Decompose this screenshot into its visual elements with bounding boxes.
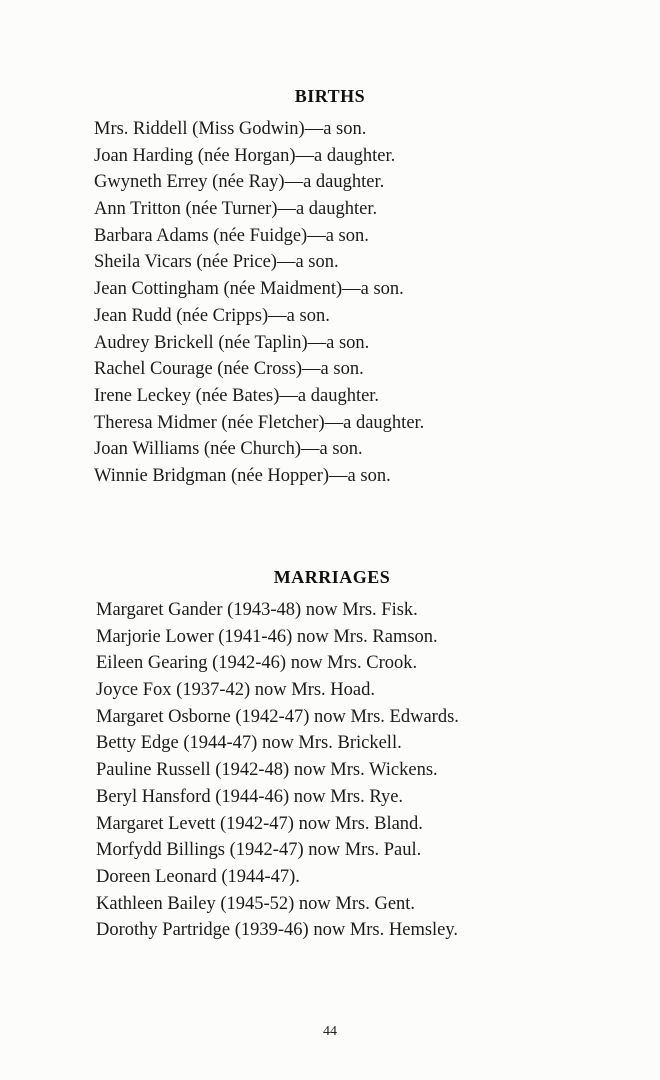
birth-entry: Mrs. Riddell (Miss Godwin)—a son. (94, 119, 367, 139)
birth-entry: Audrey Brickell (née Taplin)—a son. (94, 332, 370, 353)
marriage-entry: Betty Edge (1944-47) now Mrs. Brickell. (96, 733, 402, 754)
birth-entry: Winnie Bridgman (née Hopper)—a son. (94, 465, 391, 486)
birth-entry: Sheila Vicars (née Price)—a son. (94, 252, 339, 273)
marriage-entry: Morfydd Billings (1942-47) now Mrs. Paul. (96, 840, 422, 861)
page-number: 44 (323, 1024, 337, 1039)
birth-entry: Jean Cottingham (née Maidment)—a son. (94, 279, 404, 300)
birth-entry: Rachel Courage (née Cross)—a son. (94, 359, 364, 380)
marriage-entry: Margaret Osborne (1942-47) now Mrs. Edwards. (96, 706, 459, 727)
marriage-entry: Dorothy Partridge (1939-46) now Mrs. Hemsley. (96, 920, 459, 941)
birth-entry: Jean Rudd (née Cripps)—a son. (94, 305, 330, 326)
birth-entry: Joan Harding (née Horgan)—a daughter. (94, 145, 396, 166)
marriage-entry: Pauline Russell (1942-48) now Mrs. Wickens. (96, 760, 438, 781)
birth-entry: Irene Leckey (née Bates)—a daughter. (94, 385, 380, 406)
marriage-entry: Margaret Gander (1943-48) now Mrs. Fisk. (96, 600, 418, 620)
birth-entry: Barbara Adams (née Fuidge)—a son. (94, 225, 369, 246)
marriage-entry: Margaret Levett (1942-47) now Mrs. Bland. (96, 813, 423, 834)
birth-entry: Ann Tritton (née Turner)—a daughter. (94, 199, 378, 220)
marriage-entry: Marjorie Lower (1941-46) now Mrs. Ramson. (96, 626, 438, 647)
marriage-entry: Eileen Gearing (1942-46) now Mrs. Crook. (96, 653, 418, 674)
marriage-entry: Doreen Leonard (1944-47). (96, 866, 300, 887)
marriages-heading: MARRIAGES (273, 567, 391, 587)
marriage-entry: Kathleen Bailey (1945-52) now Mrs. Gent. (96, 893, 416, 914)
birth-entry: Theresa Midmer (née Fletcher)—a daughter. (94, 412, 425, 433)
births-heading: BIRTHS (294, 86, 366, 106)
birth-entry: Joan Williams (née Church)—a son. (94, 439, 363, 460)
marriage-entry: Joyce Fox (1937-42) now Mrs. Hoad. (96, 680, 376, 701)
marriage-entry: Beryl Hansford (1944-46) now Mrs. Rye. (96, 786, 404, 807)
births-list (94, 116, 424, 490)
birth-entry: Gwyneth Errey (née Ray)—a daughter. (94, 172, 385, 193)
marriages-list (96, 597, 459, 944)
